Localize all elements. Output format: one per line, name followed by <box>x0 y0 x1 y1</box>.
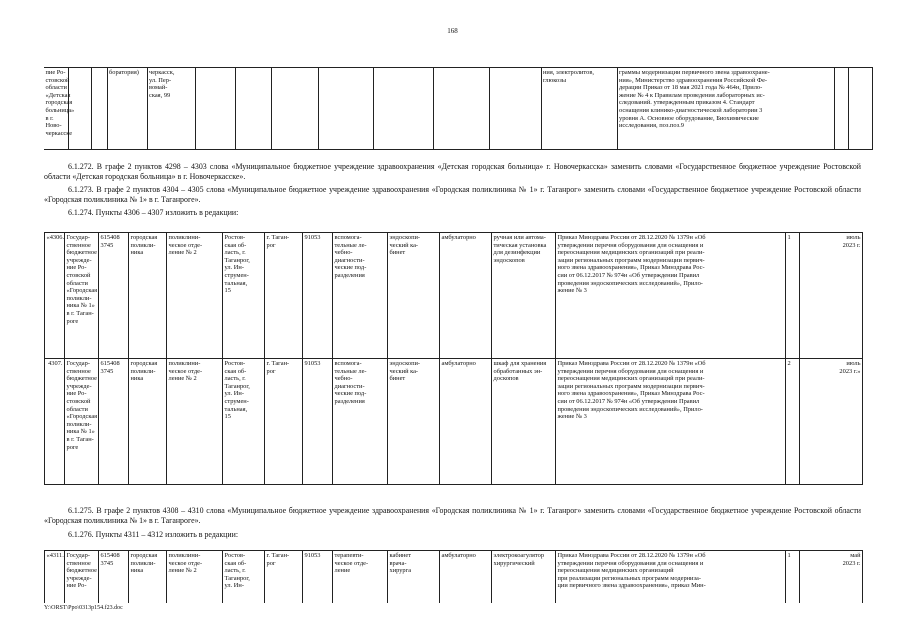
cell-num: «4306. <box>45 233 65 359</box>
cell-org: Государ- ственное бюджетное учрежде- ние Ро- <box>65 551 99 603</box>
cell-address: Ростов- ская об- ласть, г. Таганрог, ул. Ин- струмен- тальная, 15 <box>223 233 265 359</box>
cell-org: Государ- ственное бюджетное учрежде- ние Ро- стовской области «Городская поликли- ника № 1» в г. Таган- роге <box>65 233 99 359</box>
continuation-table <box>44 67 873 150</box>
cell-qty: 1 <box>786 551 800 603</box>
cell-oktmo: 91053 <box>303 359 333 485</box>
table-row <box>45 233 863 359</box>
cell-dept2: поликлини- ческое отде- ление № 2 <box>167 359 223 485</box>
cell-equipment: электрокоагулятор хирургический <box>492 551 556 603</box>
cell-basis: граммы модернизации первичного звена здравоохране- ния», Министерство здравоохранения Российской Фе- дерации Приказ от 18 мая 2021 года № 464н, Прило- жение № 4 к Правилам проведения лабораторных ис- следований. утвержденным приказом 4. Стандарт оснащения клинико-диагностической лаборатории 3 уровня А. Основное оборудование, Биохимические исследования, поз.поз.9 <box>617 68 834 150</box>
cell-num: 4307. <box>45 359 65 485</box>
cell-dept2: боратория) <box>107 68 147 150</box>
cell-code: 615408 3745 <box>99 359 129 485</box>
file-path-footer: Y:\ORST\Ppo\0313p154.f23.doc <box>44 605 123 611</box>
page-number: 168 <box>447 27 458 35</box>
cell-room: кабинет врача- хирурга <box>388 551 440 603</box>
cell-basis: Приказ Минздрава России от 28.12.2020 № 1379н «Об утверждении перечня оборудования для оснащения и переоснащения медицинских организаций при реализации региональных программ модерниза- ции первичного звена здравоохранения», приказ Мин- <box>556 551 786 603</box>
cell-date: июль 2023 г. <box>800 233 863 359</box>
cell-dept1: городская поликли- ника <box>129 359 167 485</box>
cell-org: Государ- ственное бюджетное учрежде- ние Ро- стовской области «Городская поликли- ника № 1» в г. Таган- роге <box>65 359 99 485</box>
cell-empty <box>489 68 541 150</box>
cell-num: «4311. <box>45 551 65 603</box>
cell-mode: амбулаторно <box>440 551 492 603</box>
cell-oktmo: 91053 <box>303 233 333 359</box>
cell-room <box>318 68 373 150</box>
cell-unit: терапевти- ческое отде- ление <box>333 551 388 603</box>
cell-org: пие Ро- стовской области «Детская городская больница» в г. Ново- черкасске <box>44 68 68 150</box>
items-table-4306-4307 <box>44 232 863 485</box>
cell-dept1 <box>91 68 107 150</box>
cell-qty: 2 <box>786 359 800 485</box>
paragraph-6-1-275: 6.1.275. В графе 2 пунктов 4308 – 4310 слова «Муниципальное бюджетное учреждение здравоохранения «Городская поликлиника № 1» г. Таганрог» заменить словами «Государственное бюджетное учреждение Ростовской области «Городская поликлиника № 1» в г. Таганроге». <box>44 506 861 526</box>
cell-oktmo <box>235 68 271 150</box>
cell-code: 615408 3745 <box>99 551 129 603</box>
cell-dept2: поликлини- ческое отде- ление № 2 <box>167 551 223 603</box>
cell-equipment: ручная или автома- тическая установка для дезинфекции эндоскопов <box>492 233 556 359</box>
cell-dept1: городская поликли- ника <box>129 551 167 603</box>
cell-unit <box>271 68 318 150</box>
table-row <box>45 551 863 603</box>
cell-date: июль 2023 г.» <box>800 359 863 485</box>
cell-city: г. Таган- рог <box>265 359 303 485</box>
cell-equipment: шкаф для хранения обработанных эн- доскопов <box>492 359 556 485</box>
cell-dept2: поликлини- ческое отде- ление № 2 <box>167 233 223 359</box>
table-row <box>45 359 863 485</box>
cell-basis: Приказ Минздрава России от 28.12.2020 № 1379н «Об утверждении перечня оборудования для оснащения и переоснащения медицинских организаций при реали- зации региональных программ модернизации первич- ного звена здравоохранения», Приказ Минздрава Рос- сии от 06.12.2017 № 974н «Об утверждении Правил проведения эндоскопических исследований», Прило- жение № 3 <box>556 233 786 359</box>
paragraph-6-1-273: 6.1.273. В графе 2 пунктов 4304 – 4305 слова «Муниципальное бюджетное учреждение здравоохранения «Городская поликлиника № 1» г. Таганрог» заменить словами «Государственное бюджетное учреждение Ростовской области «Городская поликлиника № 1» в г. Таганроге». <box>44 185 861 205</box>
cell-mode <box>373 68 433 150</box>
cell-room: эндоскопи- ческий ка- бинет <box>388 359 440 485</box>
cell-address: Ростов- ская об- ласть, г. Таганрог, ул. Ин- <box>223 551 265 603</box>
cell-mode: амбулаторно <box>440 233 492 359</box>
paragraph-6-1-272: 6.1.272. В графе 2 пунктов 4298 – 4303 слова «Муниципальное бюджетное учреждение здравоохранения «Детская городская больница» г. Новочеркасска» заменить словами «Государственное бюджетное учреждение Ростовской области «Детская городская больница» в г. Новочеркасске». <box>44 162 861 182</box>
items-table-4311 <box>44 550 863 603</box>
cell-unit: вспомога- тельные ле- чебно- диагности- ческие под- разделения <box>333 233 388 359</box>
cell-qty: 1 <box>786 233 800 359</box>
cell-equipment: ния, электролитов, глюкозы <box>541 68 617 150</box>
paragraph-6-1-276: 6.1.276. Пункты 4311 – 4312 изложить в редакции: <box>68 530 239 539</box>
cell-city <box>195 68 235 150</box>
cell-room: эндоскопи- ческий ка- бинет <box>388 233 440 359</box>
cell-oktmo: 91053 <box>303 551 333 603</box>
cell-address: Ростов- ская об- ласть, г. Таганрог, ул. Ин- струмен- тальная, 15 <box>223 359 265 485</box>
cell-city: г. Таган- рог <box>265 551 303 603</box>
cell-qty <box>834 68 848 150</box>
cell-unit: вспомога- тельные ле- чебно- диагности- ческие под- разделения <box>333 359 388 485</box>
cell-date: май 2023 г. <box>800 551 863 603</box>
cell-date <box>848 68 872 150</box>
cell-code: 615408 3745 <box>99 233 129 359</box>
cell-city: г. Таган- рог <box>265 233 303 359</box>
cell-dept1: городская поликли- ника <box>129 233 167 359</box>
paragraph-6-1-274: 6.1.274. Пункты 4306 – 4307 изложить в редакции: <box>68 208 239 217</box>
cell-mode: амбулаторно <box>440 359 492 485</box>
cell-basis: Приказ Минздрава России от 28.12.2020 № 1379н «Об утверждении перечня оборудования для оснащения и переоснащения медицинских организаций при реали- зации региональных программ модернизации первич- ного звена здравоохранения», Приказ Минздрава Рос- сии от 06.12.2017 № 974н «Об утверждении Правил проведения эндоскопических исследований», Прило- жение № 3 <box>556 359 786 485</box>
cell-empty <box>433 68 489 150</box>
cell-address: черкасск, ул. Пер- вомай- ская, 99 <box>147 68 195 150</box>
